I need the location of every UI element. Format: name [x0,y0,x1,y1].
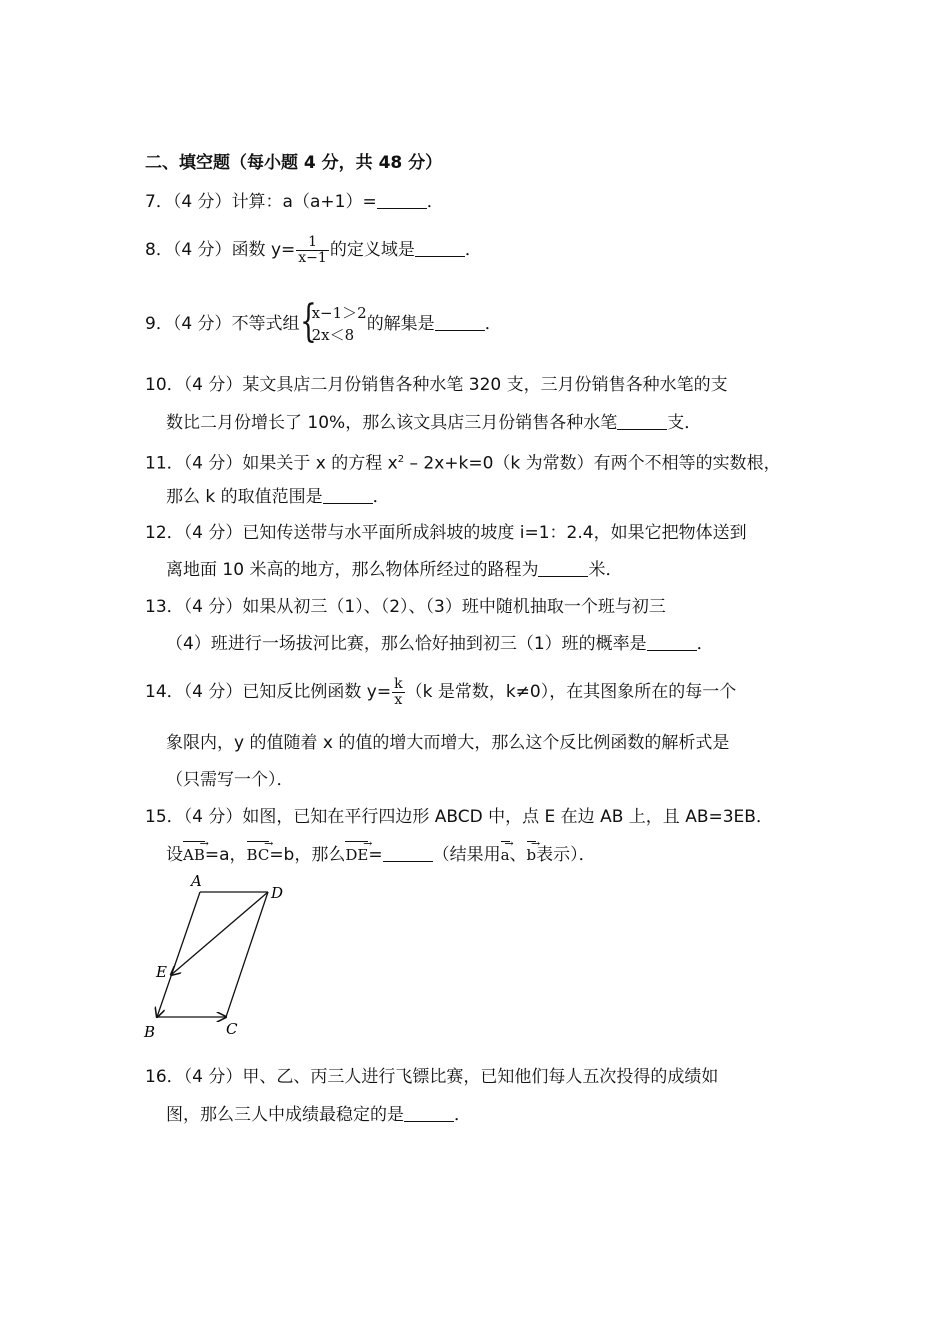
q15-eq-b: =b [269,845,295,865]
q10-text-1: 某文具店二月份销售各种水笔 320 支，三月份销售各种水笔的支 [242,375,728,395]
question-15-line-1 [145,805,773,829]
q15-eq-a: =a [204,845,230,865]
vector-b: b → [527,843,537,867]
q16-text-2: 图，那么三人中成绩最稳定的是 [166,1105,404,1125]
q12-end: 米． [588,560,623,580]
q9-ineq-1: x−1＞2 [311,304,367,322]
q7-text: 计算：a（a+1）= [231,192,377,212]
question-15-line-2 [166,843,596,867]
question-11-line-2 [166,485,390,509]
q7-end: ． [426,192,444,212]
vector-de: DE → [345,843,368,867]
q8-post: 的定义域是 [329,240,415,260]
q14-number: 14． [145,682,184,702]
q11-text-1a: 如果关于 x 的方程 x [242,453,398,474]
question-14-line-1 [145,670,736,714]
q12-text-1: 已知传送带与水平面所成斜坡的坡度 i=1：2.4，如果它把物体送到 [242,523,747,543]
q10-end: 支． [667,413,702,433]
question-16-line-1 [145,1065,718,1089]
q12-score: （4 分） [183,523,243,543]
q14-fraction [392,677,404,708]
q16-text-1: 甲、乙、丙三人进行飞镖比赛，已知他们每人五次投得的成绩如 [242,1067,719,1087]
q14-frac-den: x [392,692,404,708]
question-10-line-2 [166,411,701,435]
parallelogram-figure [140,870,300,1040]
q11-blank[interactable] [323,487,373,504]
question-7 [145,190,444,214]
q9-number: 9． [145,314,173,334]
q13-end: ． [696,634,714,654]
q13-blank[interactable] [647,634,697,651]
q7-score: （4 分） [172,192,232,212]
q16-score: （4 分） [183,1067,243,1087]
left-brace-icon: { [299,296,317,347]
q10-number: 10． [145,375,184,395]
q15-eq: = [368,845,383,865]
q10-text-2: 数比二月份增长了 10%，那么该文具店三月份销售各种水笔 [166,413,618,433]
q11-score: （4 分） [183,453,243,474]
q12-text-2: 离地面 10 米高的地方，那么物体所经过的路程为 [166,560,539,580]
q15-blank[interactable] [383,845,433,862]
q15-sep: 、 [509,845,527,865]
question-10-line-1 [145,373,728,397]
label-a: A [191,872,202,890]
q8-frac-den: x−1 [298,249,327,266]
q9-blank[interactable] [435,314,485,331]
question-12-line-2 [166,558,622,582]
q7-number: 7． [145,192,173,212]
q16-blank[interactable] [404,1105,454,1122]
question-11-line-1 [145,448,781,476]
q8-fraction [296,235,329,266]
q14-text-3: （只需写一个）． [166,770,294,790]
q14-text-2: 象限内，y 的值随着 x 的值的增大而增大，那么这个反比例函数的解析式是 [166,733,730,753]
q13-score: （4 分） [183,597,243,617]
question-8 [145,228,482,272]
label-e: E [156,963,167,981]
q9-ineq-2: 2x＜8 [311,326,355,344]
label-b: B [144,1023,156,1040]
section-title: 二、填空题（每小题 4 分，共 48 分） [145,153,443,173]
q9-end: ． [484,314,502,334]
q16-number: 16． [145,1067,184,1087]
q9-score: （4 分） [172,314,232,334]
label-c: C [226,1020,238,1038]
q12-number: 12． [145,523,184,543]
question-16-line-2 [166,1103,471,1127]
question-9 [145,296,502,349]
label-d: D [271,884,284,902]
q15-tail-post: 表示）． [536,845,596,865]
question-13-line-1 [145,595,666,619]
vector-bc: BC → [247,843,270,867]
q10-score: （4 分） [183,375,243,395]
q8-frac-num: 1 [308,233,318,250]
q7-blank[interactable] [377,192,427,209]
q8-end: ． [464,240,482,260]
q14-score: （4 分） [183,682,243,702]
q14-post: （k 是常数，k≠0），在其图象所在的每一个 [405,682,737,702]
vector-ab: AB → [183,843,205,867]
q8-score: （4 分） [172,240,232,260]
q15-then: ，那么 [294,845,346,865]
q9-post: 的解集是 [366,314,435,334]
q14-pre: 已知反比例函数 y= [242,682,392,702]
q15-text-1: 如图，已知在平行四边形 ABCD 中，点 E 在边 AB 上，且 AB=3EB． [242,807,773,827]
question-14-line-2 [166,731,729,755]
q10-blank[interactable] [617,413,667,430]
q12-blank[interactable] [538,560,588,577]
question-13-line-2 [166,632,714,656]
q11-text-1b: – 2x+k=0（k 为常数）有两个不相等的实数根， [404,453,781,474]
vector-a: a → [501,843,510,867]
side-ab-arrow [157,892,200,1017]
q8-number: 8． [145,240,173,260]
q11-exponent: 2 [397,454,405,465]
question-14-line-3 [166,768,294,792]
q11-number: 11． [145,453,184,474]
q9-inequality-system [299,296,367,347]
q8-pre: 函数 y= [231,240,296,260]
q15-set: 设 [166,845,183,865]
q13-text-1: 如果从初三（1）、（2）、（3）班中随机抽取一个班与初三 [242,597,666,617]
q15-tail-pre: （结果用 [432,845,501,865]
question-12-line-1 [145,521,747,545]
q15-score: （4 分） [183,807,243,827]
q9-pre: 不等式组 [231,314,300,334]
q8-blank[interactable] [415,240,465,257]
q15-number: 15． [145,807,184,827]
q11-text-2: 那么 k 的取值范围是 [166,487,323,507]
q13-text-2: （4）班进行一场拔河比赛，那么恰好抽到初三（1）班的概率是 [166,634,647,654]
q15-comma: ， [229,845,247,865]
q16-end: ． [454,1105,471,1125]
q11-end: ． [372,487,390,507]
q14-frac-num: k [394,675,403,692]
q13-number: 13． [145,597,184,617]
